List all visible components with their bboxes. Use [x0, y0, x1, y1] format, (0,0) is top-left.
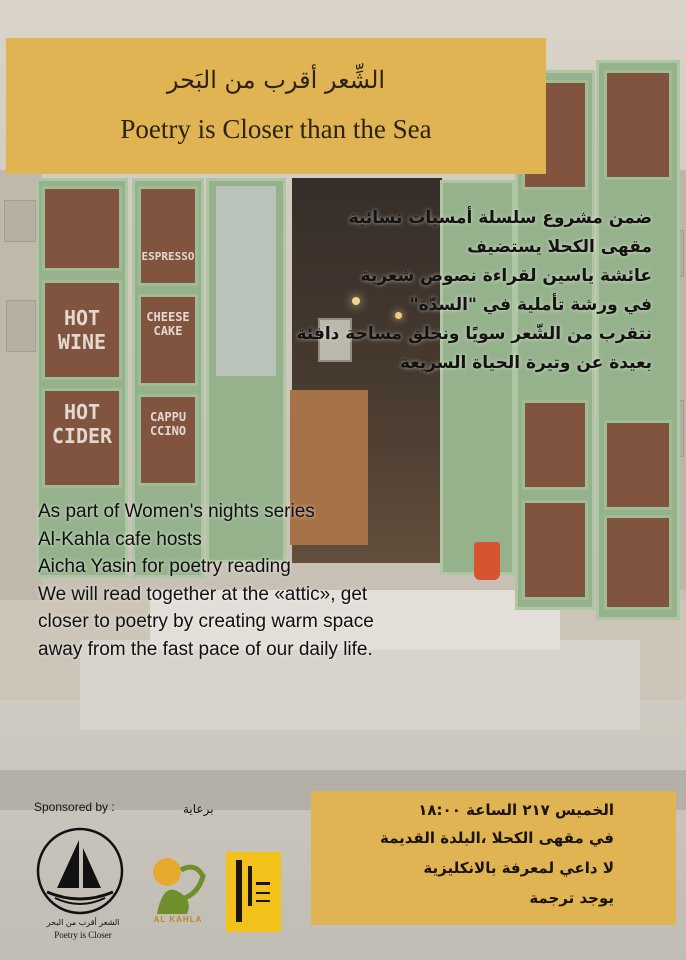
arabic-line: عائشة ياسين لقراءة نصوص شعرية	[360, 266, 652, 286]
english-description	[38, 498, 498, 663]
english-line: Al-Kahla cafe hosts	[38, 528, 202, 550]
event-date-time: الخميس ٢١٧ الساعة ١٨:٠٠	[418, 801, 614, 819]
yellow-logo-mark-icon	[226, 852, 281, 932]
chalk-sign-hot-wine: HOT WINE	[57, 306, 107, 354]
title-box	[6, 38, 546, 174]
arabic-line: مقهى الكحلا يستضيف	[467, 237, 652, 257]
sailboat-logo-icon	[35, 826, 125, 916]
sponsor-logo-yellow	[226, 852, 281, 932]
chalk-sign-cheese-cake: CHEESE CAKE	[146, 310, 190, 338]
english-line: closer to poetry by creating warm space	[38, 611, 374, 632]
arabic-line: ضمن مشروع سلسلة أمسيات نسائية	[348, 208, 652, 228]
sponsored-by-label: Sponsored by :	[34, 800, 115, 814]
arabic-line: بعيدة عن وتيرة الحياة السريعة	[399, 353, 652, 373]
title-arabic: الشِّعر أقرب من البَحر	[166, 66, 386, 94]
event-translation-note: يوجد ترجمة	[529, 889, 614, 907]
arabic-description	[292, 204, 652, 378]
event-details-box	[311, 791, 676, 925]
sailboat-logo-caption-arabic: الشعر أقرب من البحر	[46, 918, 120, 927]
sponsor-label-arabic: برعاية	[183, 802, 214, 816]
arabic-line: نتقرب من الشّعر سويًا ونخلق مساحة دافئة	[296, 324, 652, 344]
english-line: away from the fast pace of our daily life.	[38, 638, 373, 660]
event-language-note: لا داعي لمعرفة بالانكليزية	[423, 859, 614, 877]
title-english: Poetry is Closer than the Sea	[120, 114, 432, 144]
arabic-line: في ورشة تأملية في "السدّة"	[409, 295, 652, 315]
sailboat-logo-caption-english: Poetry is Closer	[54, 930, 112, 940]
chalk-sign-cappuccino: CAPPU CCINO	[149, 410, 187, 438]
english-line: As part of Women's nights series	[38, 501, 315, 522]
english-line: We will read together at the «attic», get	[38, 583, 368, 605]
al-kahla-logo-caption: AL KAHLA	[153, 915, 203, 924]
event-location: في مقهى الكحلا ،البلدة القديمة	[379, 829, 614, 847]
chalk-sign-espresso: ESPRESSO	[141, 250, 195, 263]
chalk-sign-hot-cider: HOT CIDER	[51, 400, 113, 448]
english-line: Aicha Yasin for poetry reading	[38, 556, 291, 577]
